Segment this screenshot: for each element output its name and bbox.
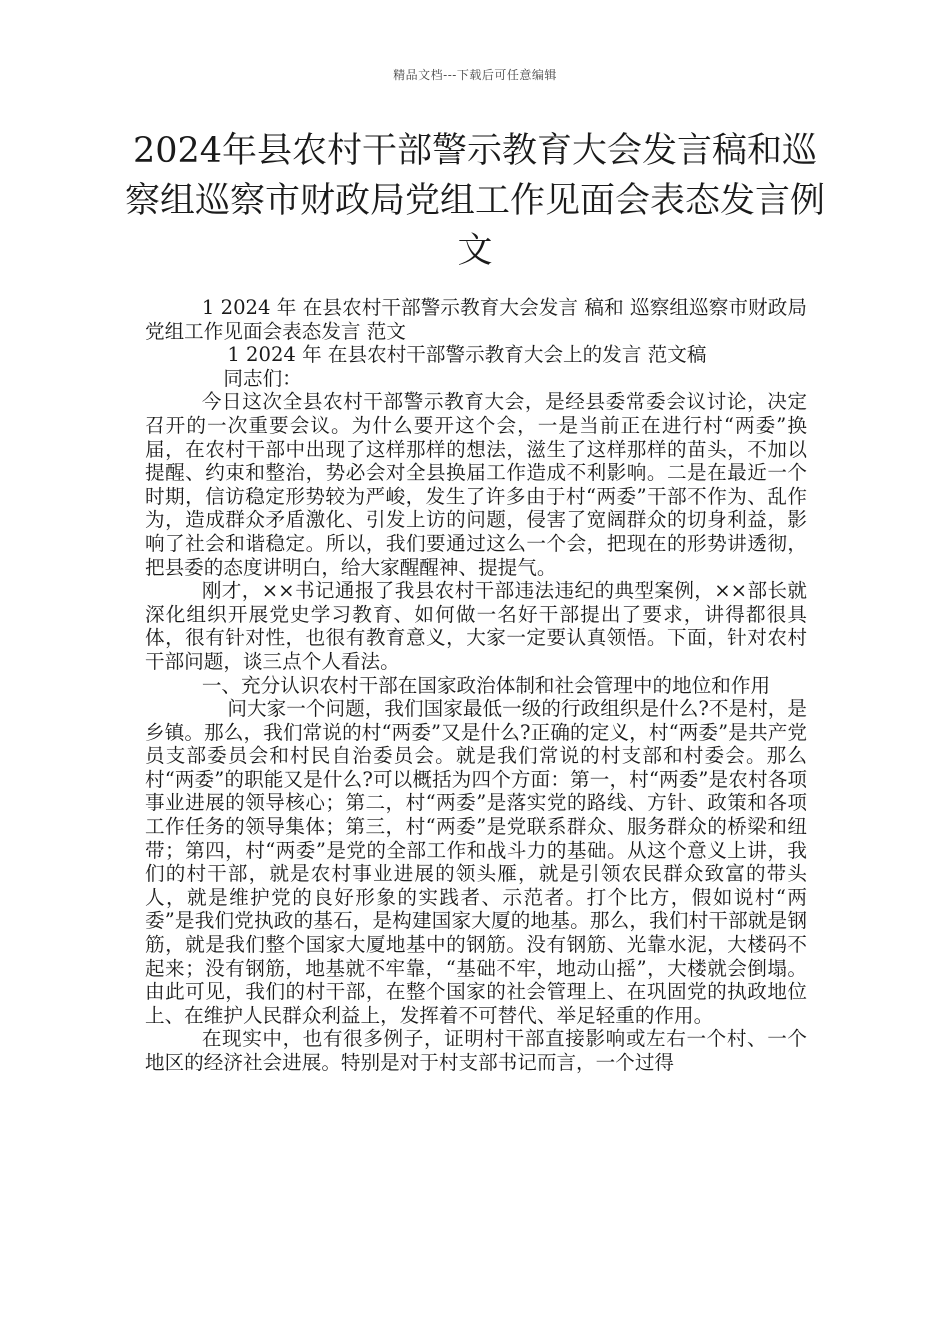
greeting: 同志们： bbox=[223, 366, 302, 390]
subtitle-line: 1 2024 年 在县农村干部警示教育大会发言 稿和 巡察组巡察市财政局党组工作见面会表态发言 范文 bbox=[145, 296, 807, 343]
speech-heading: 1 2024 年 在县农村干部警示教育大会上的发言 范文稿 bbox=[227, 343, 707, 367]
body-paragraph: 在现实中，也有很多例子，证明村干部直接影响或左右一个村、一个地区的经济社会进展。特别是对于村支部书记而言，一个过得 bbox=[145, 1027, 807, 1074]
document-body bbox=[145, 296, 807, 1075]
body-paragraph: 问大家一个问题，我们国家最低一级的行政组织是什么?不是村，是乡镇。那么，我们常说的村“两委”又是什么?正确的定义，村“两委”是共产党员支部委员会和村民自治委员会。就是我们常说的村支部和村委会。那么村“两委”的职能又是什么?可以概括为四个方面：第一，村“两委”是农村各项事业进展的领导核心；第二，村“两委”是落实党的路线、方针、政策和各项工作任务的领导集体；第三，村“两委”是党联系群众、服务群众的桥梁和纽带；第四，村“两委”是党的全部工作和战斗力的基础。从这个意义上讲，我们的村干部，就是农村事业进展的领头雁，就是引领农民群众致富的带头人，就是维护党的良好形象的实践者、示范者。打个比方，假如说村“两委”是我们党执政的基石，是构建国家大厦的地基。那么，我们村干部就是钢筋，就是我们整个国家大厦地基中的钢筋。没有钢筋、光靠水泥，大楼码不起来；没有钢筋，地基就不牢靠，“基础不牢，地动山摇”，大楼就会倒塌。由此可见，我们的村干部，在整个国家的社会管理上、在巩固党的执政地位上、在维护人民群众利益上，发挥着不可替代、举足轻重的作用。 bbox=[145, 697, 807, 1027]
header-note: 精品文档---下载后可任意编辑 bbox=[393, 68, 557, 82]
body-paragraph: 今日这次全县农村干部警示教育大会，是经县委常委会议讨论，决定召开的一次重要会议。为什么要开这个会，一是当前正在进行村“两委”换届，在农村干部中出现了这样那样的想法，滋生了这样那样的苗头，不加以提醒、约束和整治，势必会对全县换届工作造成不利影响。二是在最近一个时期，信访稳定形势较为严峻，发生了许多由于村“两委”干部不作为、乱作为，造成群众矛盾激化、引发上访的问题，侵害了宽阔群众的切身利益，影响了社会和谐稳定。所以，我们要通过这么一个会，把现在的形势讲透彻，把县委的态度讲明白，给大家醒醒神、提提气。 bbox=[145, 390, 807, 579]
document-title: 2024年县农村干部警示教育大会发言稿和巡察组巡察市财政局党组工作见面会表态发言例文 bbox=[124, 131, 825, 271]
section-heading: 一、充分认识农村干部在国家政治体制和社会管理中的地位和作用 bbox=[201, 673, 771, 697]
body-paragraph: 刚才，××书记通报了我县农村干部违法违纪的典型案例，××部长就深化组织开展党史学习教育、如何做一名好干部提出了要求，讲得都很具体，很有针对性，也很有教育意义，大家一定要认真领悟。下面，针对农村干部问题，谈三点个人看法。 bbox=[145, 579, 807, 673]
